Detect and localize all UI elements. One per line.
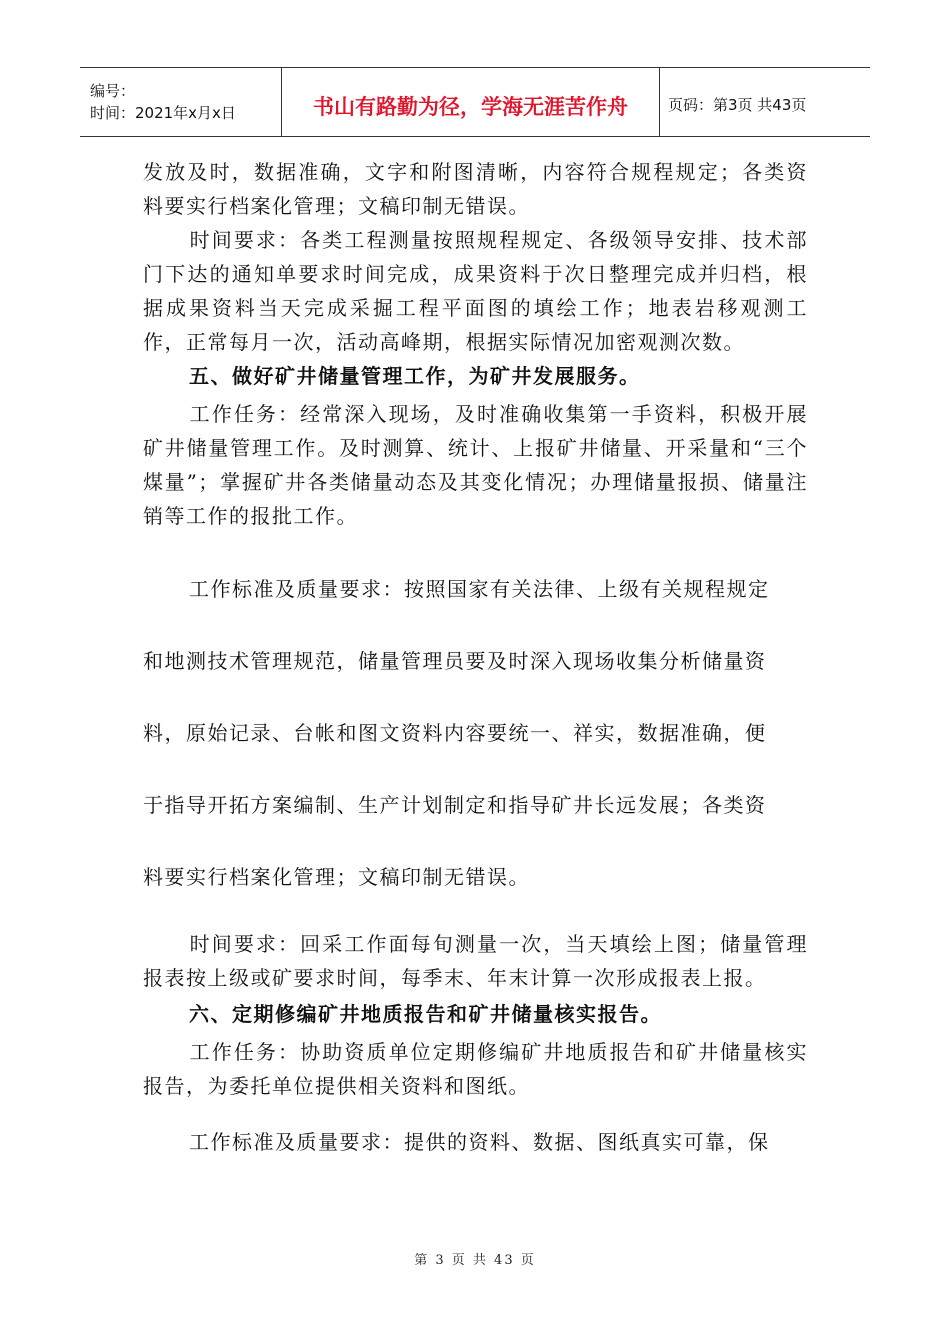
paragraph: 发放及时，数据准确，文字和附图清晰，内容符合规程规定；各类资料要实行档案化管理；文稿印制无错误。 (143, 160, 808, 218)
spaced-line: 料要实行档案化管理；文稿印制无错误。 (143, 865, 530, 889)
spaced-line: 于指导开拓方案编制、生产计划制定和指导矿井长远发展；各类资 (143, 793, 767, 817)
paragraph (143, 397, 808, 533)
time-label: 时间：2021年x月x日 (90, 104, 236, 122)
header-motto (282, 68, 660, 136)
footer-page-number: 第 3 页 共 43 页 (414, 1253, 536, 1268)
section-heading-text: 六、定期修编矿井地质报告和矿井储量核实报告。 (189, 1002, 662, 1026)
paragraph (143, 223, 808, 359)
spaced-line: 料，原始记录、台帐和图文资料内容要统一、祥实，数据准确，便 (143, 721, 767, 745)
paragraph (143, 1125, 808, 1159)
document-body (143, 150, 808, 1159)
paragraph-text: 工作标准及质量要求：提供的资料、数据、图纸真实可靠，保 (189, 1130, 770, 1154)
page-footer (0, 1249, 950, 1268)
paragraph-text: 时间要求：各类工程测量按照规程规定、各级领导安排、技术部门下达的通知单要求时间完成，成果资料于次日整理完成并归档，根据成果资料当天完成采掘工程平面图的填绘工作；地表岩移观测工作，正常每月一次，活动高峰期，根据实际情况加密观测次数。 (143, 228, 808, 354)
section-heading (143, 359, 808, 393)
header-meta (80, 68, 282, 136)
line-text: 工作标准及质量要求：按照国家有关法律、上级有关规程规定 (189, 577, 770, 601)
section-heading-text: 五、做好矿井储量管理工作，为矿井发展服务。 (189, 364, 641, 388)
spaced-line: 和地测技术管理规范，储量管理员要及时深入现场收集分析储量资 (143, 649, 767, 673)
section-heading (143, 997, 808, 1031)
header-page-info (660, 68, 870, 136)
paragraph (143, 927, 808, 995)
number-label: 编号： (90, 82, 136, 100)
paragraph-text: 工作任务：经常深入现场，及时准确收集第一手资料，积极开展矿井储量管理工作。及时测算、统计、上报矿井储量、开采量和“三个煤量”；掌握矿井各类储量动态及其变化情况；办理储量报损、储量注销等工作的报批工作。 (143, 402, 808, 528)
paragraph-text: 工作任务：协助资质单位定期修编矿井地质报告和矿井储量核实报告，为委托单位提供相关资料和图纸。 (143, 1040, 808, 1098)
page-info-text: 页码：第3页 共43页 (668, 95, 807, 114)
spaced-paragraph (143, 553, 808, 913)
spaced-line (143, 553, 808, 625)
paragraph-text: 时间要求：回采工作面每旬测量一次，当天填绘上图；储量管理报表按上级或矿要求时间，每季末、年末计算一次形成报表上报。 (143, 932, 808, 990)
paragraph (143, 1035, 808, 1103)
page-header (80, 67, 870, 137)
motto-text: 书山有路勤为径，学海无涯苦作舟 (313, 95, 628, 119)
